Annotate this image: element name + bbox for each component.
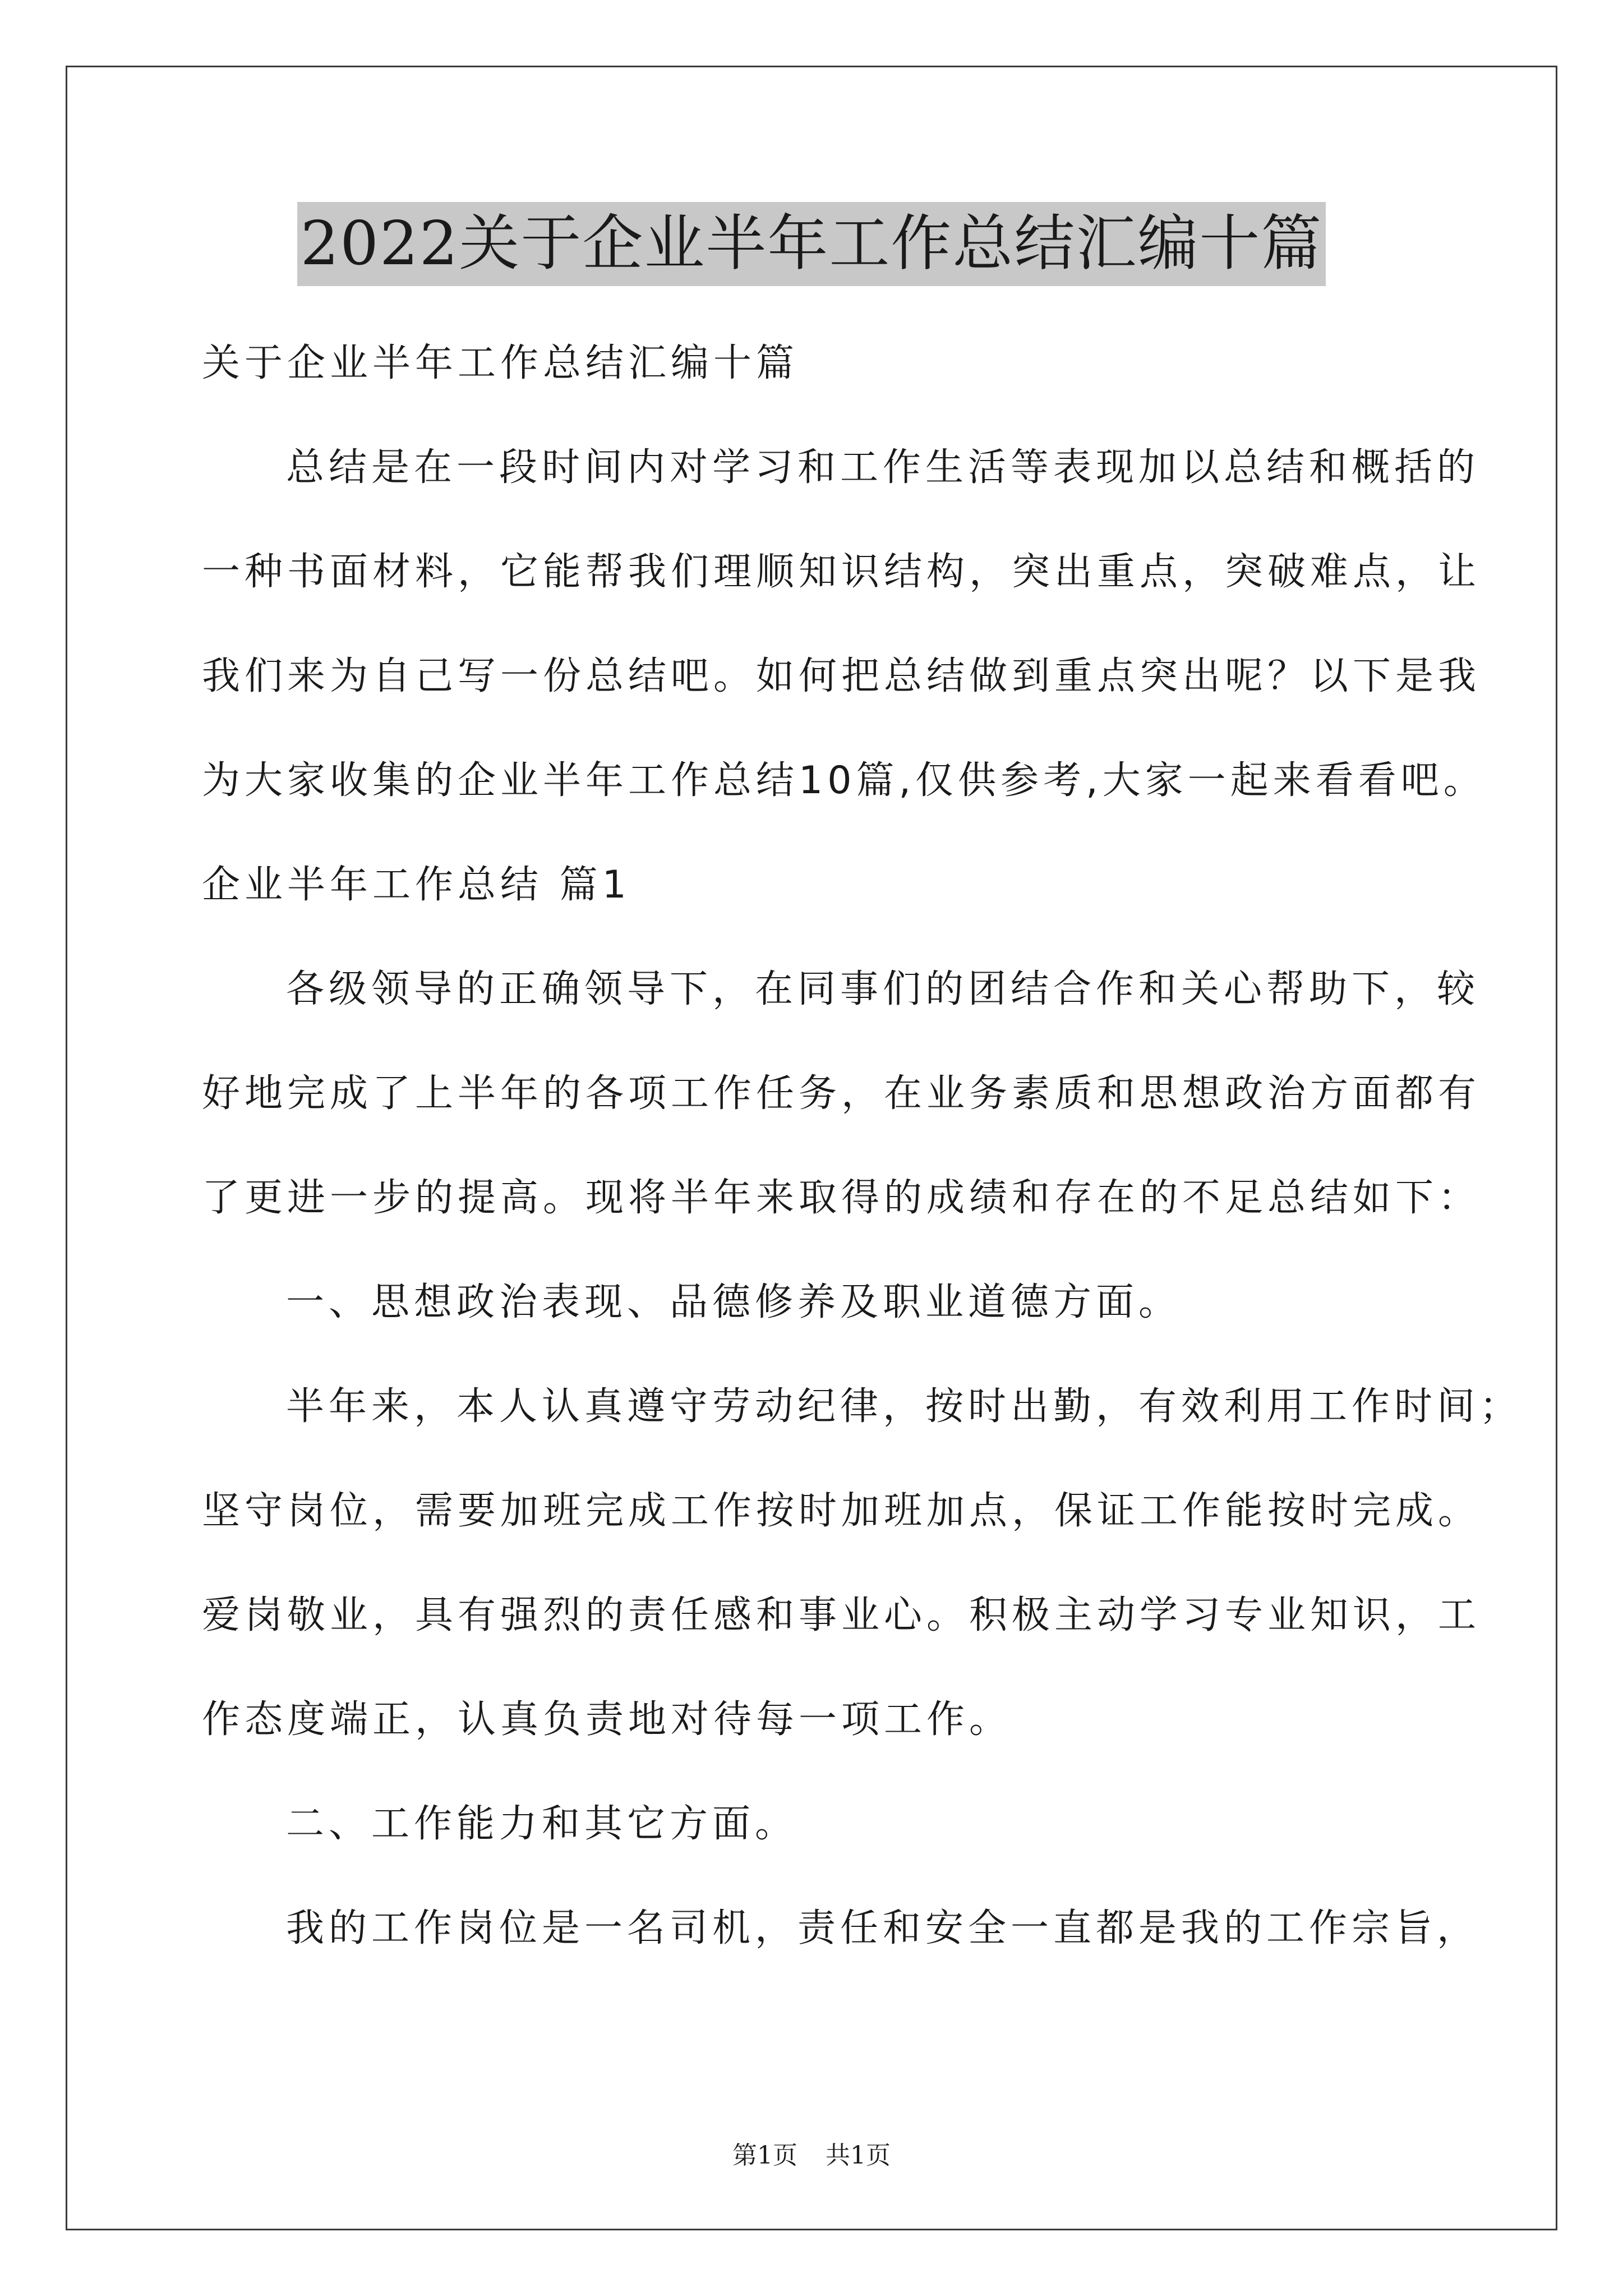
paragraph-line: 我的工作岗位是一名司机，责任和安全一直都是我的工作宗旨， [286, 1906, 1480, 1950]
title-wrapper [0, 202, 1623, 286]
paragraph-line: 好地完成了上半年的各项工作任务，在业务素质和思想政治方面都有 [202, 1071, 1481, 1116]
paragraph-line: 坚守岗位，需要加班完成工作按时加班加点，保证工作能按时完成。 [202, 1489, 1481, 1533]
paragraph-line: 半年来，本人认真遵守劳动纪律，按时出勤，有效利用工作时间； [286, 1384, 1523, 1429]
paragraph-line: 了更进一步的提高。现将半年来取得的成绩和存在的不足总结如下： [202, 1176, 1481, 1220]
paragraph-line: 总结是在一段时间内对学习和工作生活等表现加以总结和概括的 [286, 445, 1480, 490]
document-title: 2022关于企业半年工作总结汇编十篇 [297, 202, 1326, 286]
subsection-heading: 二、工作能力和其它方面。 [286, 1802, 798, 1846]
page-total: 共1页 [826, 2141, 891, 2170]
paragraph-line: 为大家收集的企业半年工作总结10篇,仅供参考,大家一起来看看吧。 [202, 758, 1486, 803]
paragraph-line: 一种书面材料，它能帮我们理顺知识结构，突出重点，突破难点，让 [202, 550, 1481, 594]
subsection-heading: 一、思想政治表现、品德修养及职业道德方面。 [286, 1280, 1182, 1324]
paragraph-line: 我们来为自己写一份总结吧。如何把总结做到重点突出呢？以下是我 [202, 654, 1481, 698]
paragraph-line: 作态度端正，认真负责地对待每一项工作。 [202, 1697, 1012, 1742]
page-number: 第1页 [732, 2141, 797, 2170]
page-footer [0, 2135, 1623, 2171]
paragraph-line: 爱岗敬业，具有强烈的责任感和事业心。积极主动学习专业知识，工 [202, 1593, 1481, 1637]
section-heading: 企业半年工作总结 篇1 [202, 863, 631, 907]
subtitle-line: 关于企业半年工作总结汇编十篇 [202, 341, 799, 385]
document-body [202, 311, 1523, 1981]
paragraph-line: 各级领导的正确领导下，在同事们的团结合作和关心帮助下，较 [286, 967, 1480, 1011]
